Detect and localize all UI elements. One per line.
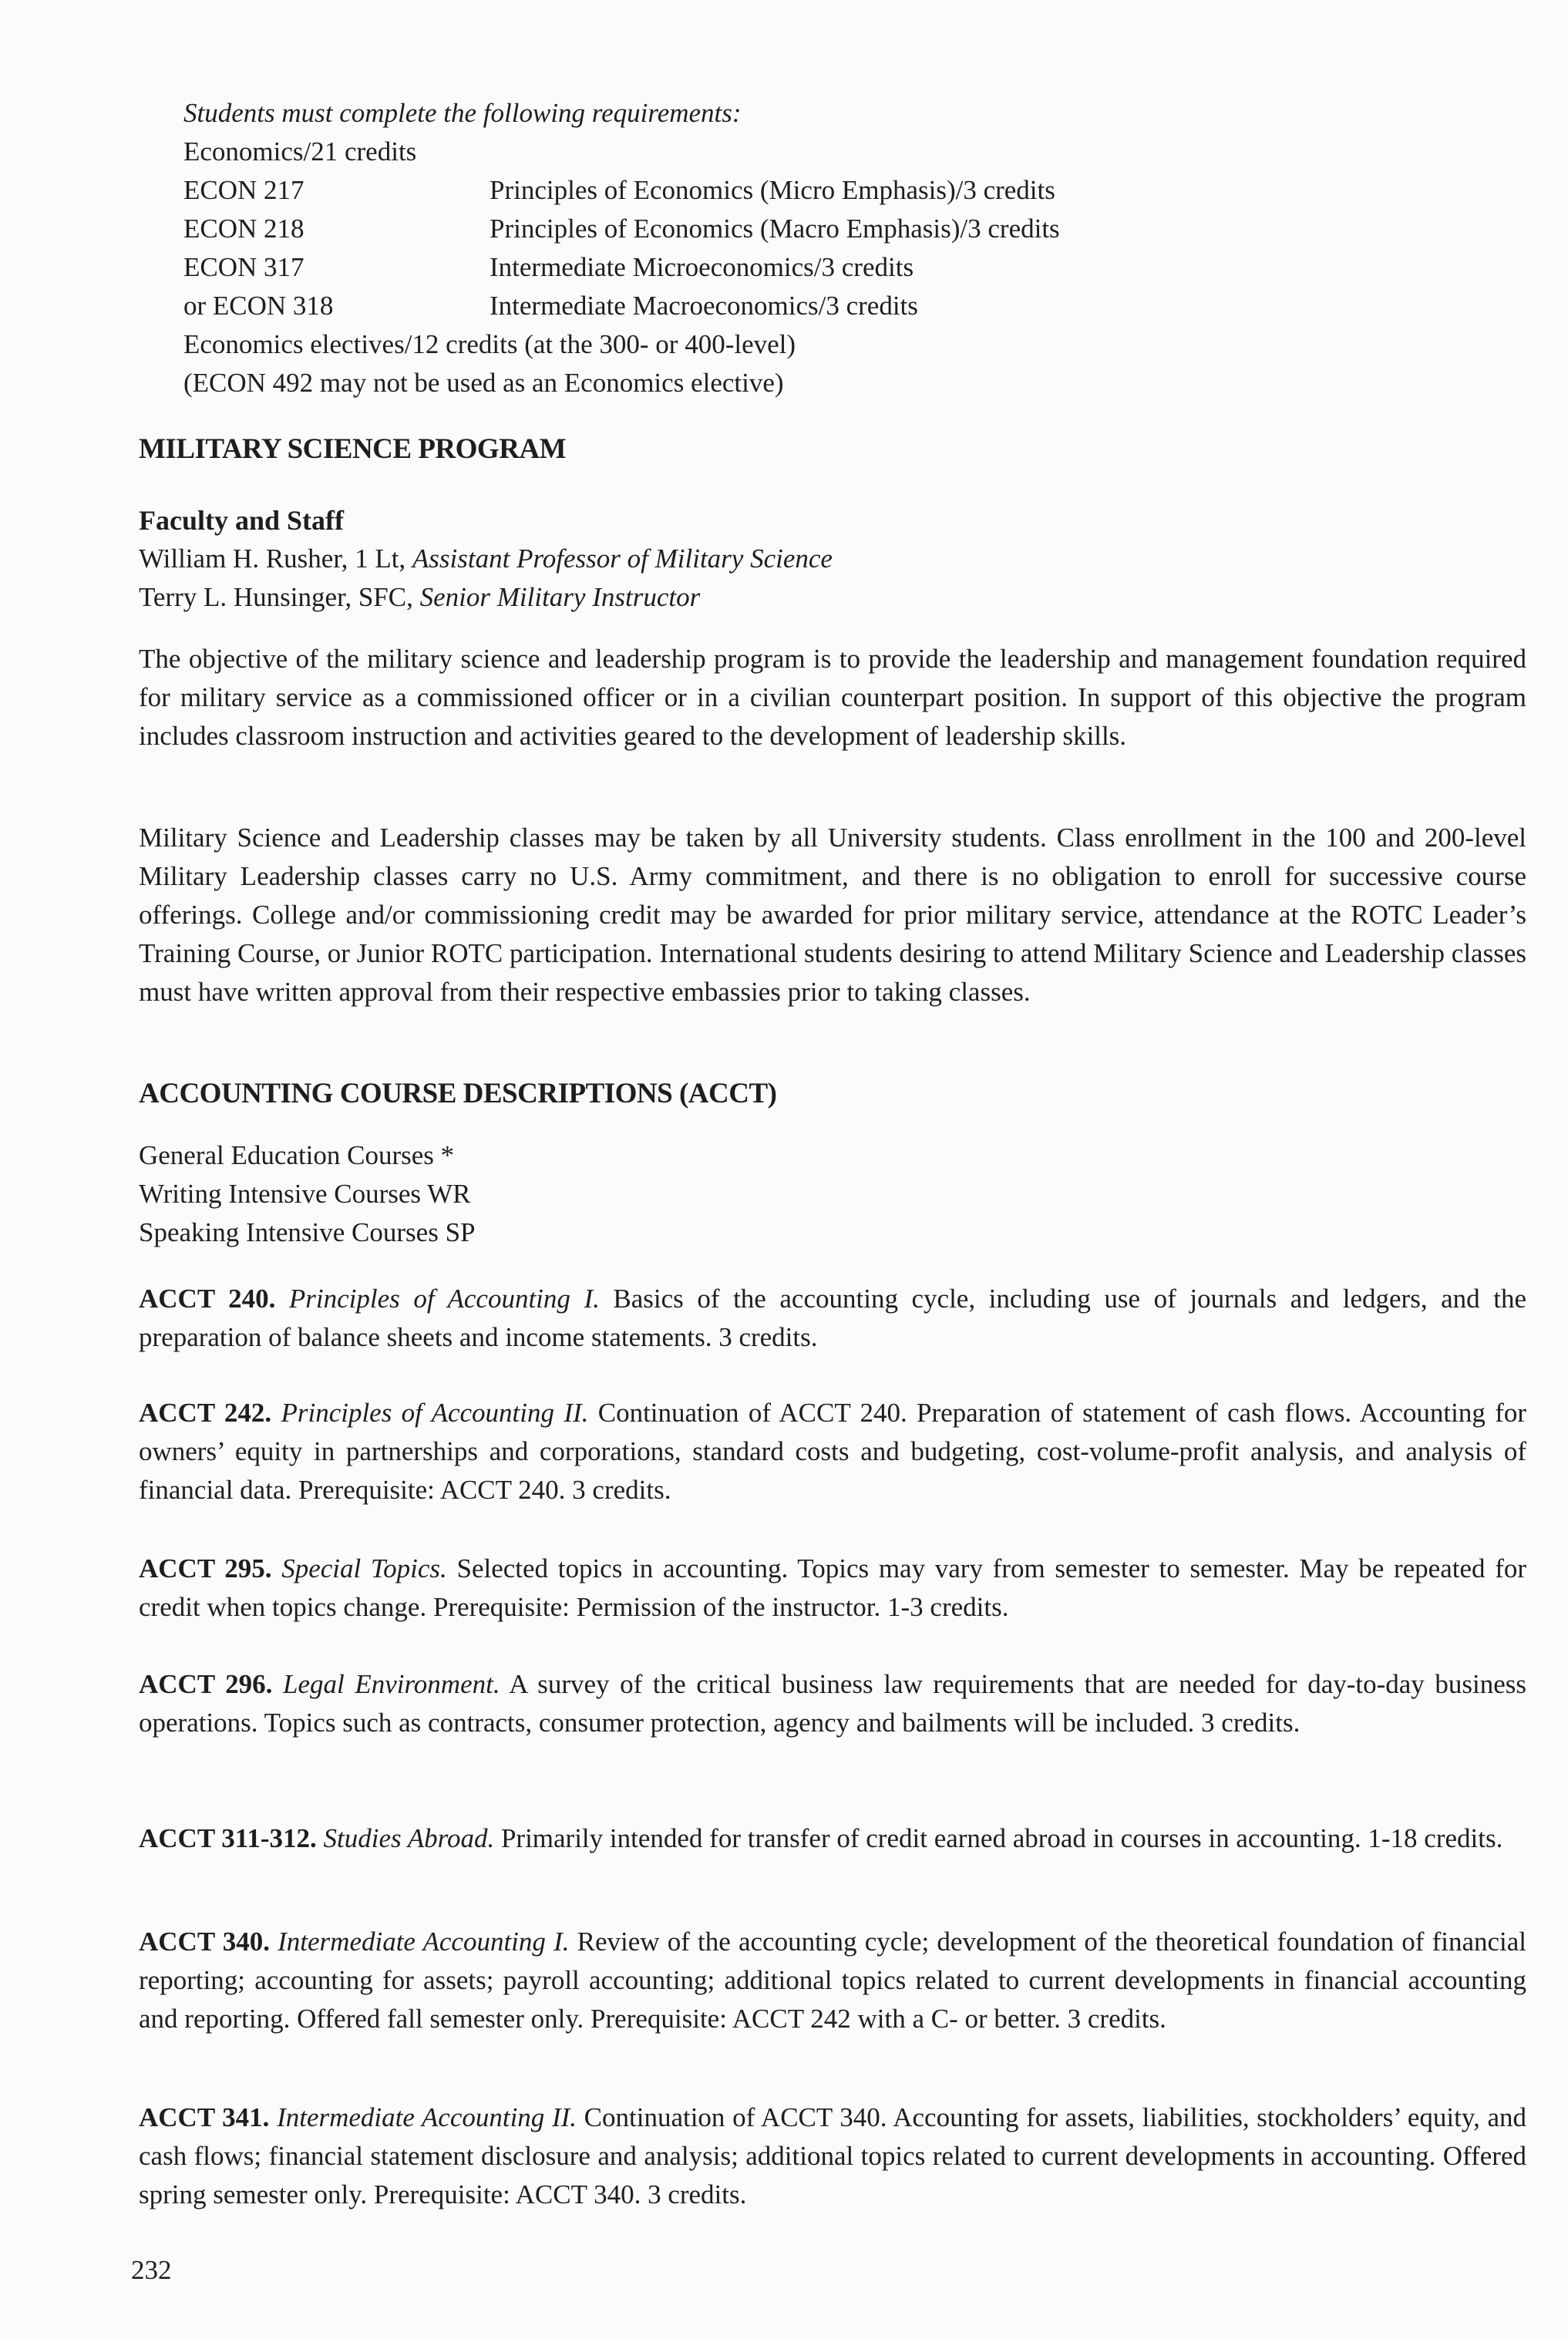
course-code: ACCT 340.: [139, 1927, 270, 1957]
staff-role: Assistant Professor of Military Science: [412, 544, 833, 574]
course-description: Review of the accounting cycle; development of the theoretical foundation of financial reporting; accounting for assets; payroll accounting; additional topics related to current developments in financial accounting and reporting. Offered fall semester only. Prerequisite: ACCT 242 with a C- or better. 3 credits.: [139, 1927, 1527, 2034]
faculty-heading: Faculty and Staff: [139, 505, 345, 536]
requirements-intro: Students must complete the following requirements:: [183, 98, 742, 128]
course-title: Intermediate Macroeconomics/3 credits: [490, 291, 918, 321]
course-description: Continuation of ACCT 340. Accounting for assets, liabilities, stockholders’ equity, and cash flows; financial statement disclosure and analysis; additional topics related to current developments in accounting. Offered spring semester only. Prerequisite: ACCT 340. 3 credits.: [139, 2102, 1527, 2209]
course-code: ACCT 295.: [139, 1553, 272, 1583]
course-code: ACCT 240.: [139, 1284, 276, 1314]
course-description: Continuation of ACCT 240. Preparation of statement of cash flows. Accounting for owners’ equity in partnerships and corporations, standard costs and budgeting, cost-volume-profit analysis, and analysis of financial data. Prerequisite: ACCT 240. 3 credits.: [139, 1398, 1527, 1505]
course-code: ACCT 242.: [139, 1398, 272, 1428]
elective-note: (ECON 492 may not be used as an Economics elective): [183, 368, 784, 398]
requirement-row: [183, 287, 1417, 325]
course-code: ACCT 311-312.: [139, 1823, 317, 1853]
military-paragraph-1: [139, 640, 1526, 756]
course-entry-acct-341: [139, 2098, 1526, 2214]
accounting-heading: ACCOUNTING COURSE DESCRIPTIONS (ACCT): [139, 1078, 777, 1109]
course-entry-acct-311-312: [139, 1819, 1526, 1858]
course-entry-acct-296: [139, 1665, 1526, 1742]
course-code: ECON 317: [183, 252, 305, 282]
course-description: Basics of the accounting cycle, including use of journals and ledgers, and the preparation of balance sheets and income statements. 3 credits.: [139, 1284, 1526, 1352]
course-title: Principles of Economics (Macro Emphasis)/3 credits: [490, 214, 1060, 244]
requirement-row: [183, 171, 1417, 210]
economics-requirements: [183, 94, 1417, 402]
course-title: Intermediate Microeconomics/3 credits: [490, 252, 914, 282]
course-entry-acct-240: [139, 1280, 1526, 1357]
legend-item: Speaking Intensive Courses SP: [139, 1217, 476, 1247]
military-heading: MILITARY SCIENCE PROGRAM: [139, 433, 567, 465]
course-title: Intermediate Accounting II.: [277, 2102, 577, 2132]
legend-item: Writing Intensive Courses WR: [139, 1179, 471, 1209]
course-legend: [139, 1136, 476, 1252]
page-number: 232: [131, 2255, 172, 2285]
staff-member: [139, 540, 833, 578]
staff-role: Senior Military Instructor: [419, 582, 701, 612]
course-title: Intermediate Accounting I.: [278, 1927, 570, 1957]
course-description: Primarily intended for transfer of credit earned abroad in courses in accounting. 1-18 credits.: [500, 1823, 1503, 1853]
paragraph-text: The objective of the military science and leadership program is to provide the leadership and management foundation required for military service as a commissioned officer or in a civilian counterpart position. In support of this objective the program includes classroom instruction and activities geared to the development of leadership skills.: [139, 644, 1526, 751]
paragraph-text: Military Science and Leadership classes may be taken by all University students. Class enrollment in the 100 and 200-level Military Leadership classes carry no U.S. Army commitment, and there is no obligation to enroll for successive course offerings. College and/or commissioning credit may be awarded for prior military service, attendance at the ROTC Leader’s Training Course, or Junior ROTC participation. International students desiring to attend Military Science and Leadership classes must have written approval from their respective embassies prior to taking classes.: [139, 823, 1526, 1007]
course-title: Principles of Accounting I.: [288, 1284, 600, 1314]
course-code: ECON 217: [183, 175, 305, 205]
course-description: A survey of the critical business law requirements that are needed for day-to-day business operations. Topics such as contracts, consumer protection, agency and bailments will be included. 3 credits.: [139, 1669, 1527, 1738]
course-code: ACCT 296.: [139, 1669, 273, 1699]
military-paragraph-2: [139, 819, 1526, 1011]
course-entry-acct-295: [139, 1550, 1526, 1627]
requirement-row: [183, 210, 1417, 248]
legend-item: General Education Courses *: [139, 1140, 455, 1170]
course-title: Legal Environment.: [283, 1669, 500, 1699]
economics-electives: Economics electives/12 credits (at the 300- or 400-level): [183, 329, 796, 359]
staff-name: William H. Rusher, 1 Lt,: [139, 544, 412, 574]
economics-total: Economics/21 credits: [183, 136, 417, 167]
course-title: Special Topics.: [281, 1553, 447, 1583]
course-entry-acct-242: [139, 1394, 1526, 1509]
course-title: Principles of Accounting II.: [281, 1398, 589, 1428]
course-description: Selected topics in accounting. Topics may vary from semester to semester. May be repeated for credit when topics change. Prerequisite: Permission of the instructor. 1-3 credits.: [139, 1553, 1527, 1622]
requirement-row: [183, 248, 1417, 287]
staff-list: [139, 540, 833, 617]
course-code: ACCT 341.: [139, 2102, 270, 2132]
course-title: Studies Abroad.: [323, 1823, 495, 1853]
course-code: or ECON 318: [183, 291, 334, 321]
course-code: ECON 218: [183, 214, 305, 244]
course-entry-acct-340: [139, 1923, 1526, 2038]
course-title: Principles of Economics (Micro Emphasis)/3 credits: [490, 175, 1055, 205]
staff-member: [139, 578, 833, 617]
staff-name: Terry L. Hunsinger, SFC,: [139, 582, 420, 612]
